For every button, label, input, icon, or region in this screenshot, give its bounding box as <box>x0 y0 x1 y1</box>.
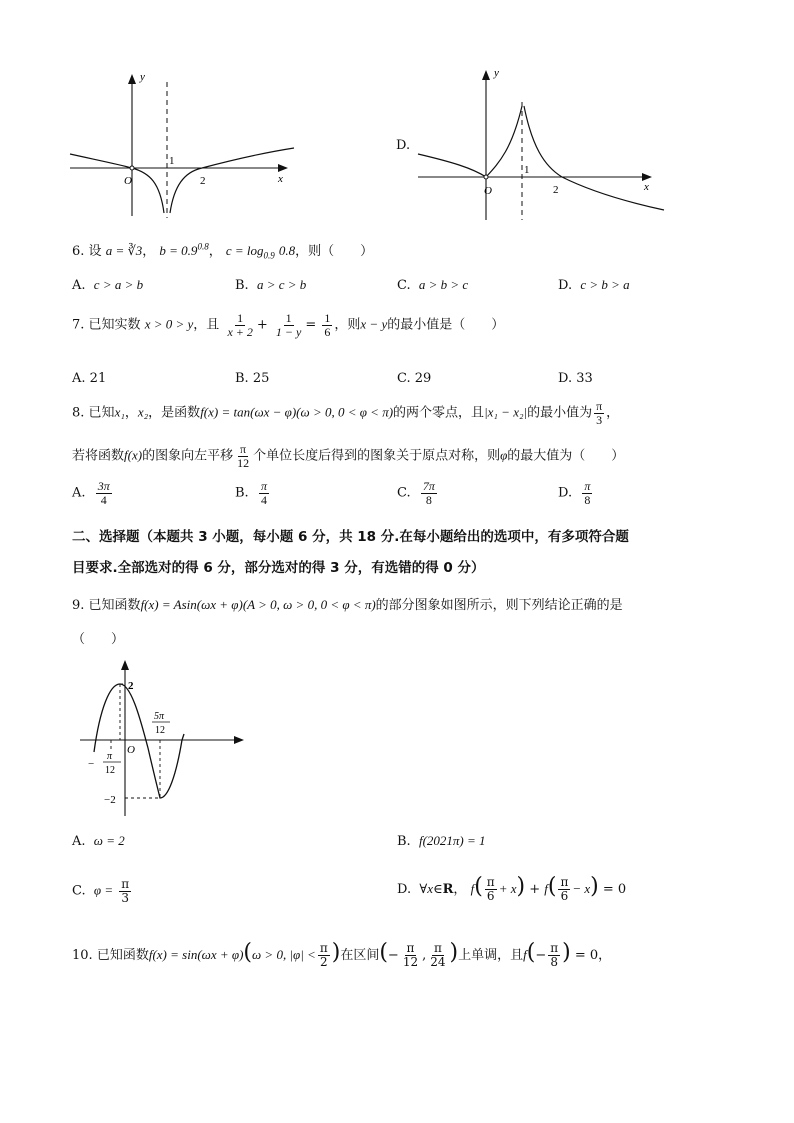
question-8-stem-line-2: 若将函数f(x)的图象向左平移 $\frac{\pi}{12}$ 个单位长度后得到的图象关于原点对称，则φ的最大值为（ ） <box>72 442 625 470</box>
graph-c-x-label: x <box>278 173 283 185</box>
question-number: 10. <box>72 948 93 963</box>
q7-option-a[interactable]: A. 21 <box>72 371 107 386</box>
q8-option-b[interactable]: B. $\frac{\pi}{4}$ <box>235 479 267 507</box>
q9-graph-left-den: 12 <box>105 765 115 776</box>
q8-option-c[interactable]: C. $\frac{7\pi}{8}$ <box>397 479 435 507</box>
q9-graph-ymin: −2 <box>104 794 116 806</box>
graph-d-option-label[interactable]: D. <box>396 138 411 153</box>
q6-option-d[interactable]: D. c > b > a <box>558 277 630 293</box>
q9-option-c[interactable]: C. φ = $\frac{\pi}{3}$ <box>72 877 130 905</box>
question-6-stem: 6. 设 a = ∛3， $b = 0.9^{0.8}$， $c = \log_{0.9} 0.8$，则（ ） <box>72 241 374 261</box>
graph-d-tick-1: 1 <box>524 164 530 176</box>
q9-graph-origin: O <box>127 744 135 756</box>
question-number: 9. <box>72 598 85 613</box>
graph-c-tick-2: 2 <box>200 175 206 187</box>
q7-option-d[interactable]: D. 33 <box>558 371 593 386</box>
q7-option-c[interactable]: C. 29 <box>397 371 432 386</box>
q9-option-a[interactable]: A. ω = 2 <box>72 833 125 849</box>
q9-graph-right-den: 12 <box>155 725 165 736</box>
question-9-stem: 9. 已知函数f(x) = Asin(ωx + φ)(A > 0, ω > 0, 0 < φ < π)的部分图象如图所示，则下列结论正确的是 <box>72 597 623 613</box>
section-2-heading-line-1: 二、选择题（本题共 3 小题，每小题 6 分，共 18 分.在每小题给出的选项中，有多项符合题 <box>72 529 629 545</box>
question-number: 8. <box>72 405 85 421</box>
q9-option-b[interactable]: B. f(2021π) = 1 <box>397 833 486 849</box>
q6-option-a[interactable]: A. c > a > b <box>72 277 144 293</box>
q6-option-b[interactable]: B. a > c > b <box>235 277 307 293</box>
question-8-stem-line-1: 8. 已知x₁，x₂，是函数f(x) = tan(ωx − φ)(ω > 0, 0 < φ < π)的两个零点，且|x₁ − x₂|的最小值为 $\frac{\pi}{3}$ ， <box>72 399 620 427</box>
graph-d-x-label: x <box>644 181 649 193</box>
graph-d-y-label: y <box>494 67 499 79</box>
q9-graph-left-num: π <box>107 751 113 762</box>
q9-graph-right-num: 5π <box>154 711 165 722</box>
graph-c-origin: O <box>124 175 132 187</box>
graph-d-origin: O <box>484 185 492 197</box>
graph-d-tick-2: 2 <box>553 184 559 196</box>
graph-c-tick-1: 1 <box>169 155 175 167</box>
graph-option-d <box>412 62 672 222</box>
question-7-stem: 7. 已知实数 x > 0 > y，且 $\frac{1}{x + 2}$ + $\frac{1}{1 - y}$ = $\frac{1}{6}$ ，则x − y的最小值是（ ） <box>72 311 505 339</box>
q8-option-d[interactable]: D. $\frac{\pi}{8}$ <box>558 479 591 507</box>
question-number: 6. <box>72 244 85 259</box>
q9-option-d[interactable]: D. ∀x∈R， f( $\frac{\pi}{6}$ + x) + f( $\frac{\pi}{6}$ − x) = 0 <box>397 874 627 903</box>
q6-option-c[interactable]: C. a > b > c <box>397 277 469 293</box>
graph-c-y-label: y <box>140 71 145 83</box>
q9-graph-left-sign: − <box>88 758 95 770</box>
graph-option-c <box>62 68 312 220</box>
question-10-stem: 10. 已知函数f(x) = sin(ωx + φ)(ω > 0, |φ| < $\frac{\pi}{2}$ )在区间(− $\frac{\pi}{12}$ , $\frac{\pi}{24}$ )上单调，且f(− $\frac{\pi}{8}$ ) = 0， <box>72 940 612 969</box>
q7-option-b[interactable]: B. 25 <box>235 371 270 386</box>
q9-sine-graph <box>76 656 248 818</box>
q9-graph-ymax: 2 <box>128 680 134 692</box>
q8-option-a[interactable]: A. $\frac{3\pi}{4}$ <box>72 479 110 507</box>
section-2-heading-line-2: 目要求.全部选对的得 6 分，部分选对的得 3 分，有选错的得 0 分） <box>72 560 485 576</box>
question-9-stem-line-2: （ ） <box>72 632 125 647</box>
question-number: 7. <box>72 317 85 333</box>
